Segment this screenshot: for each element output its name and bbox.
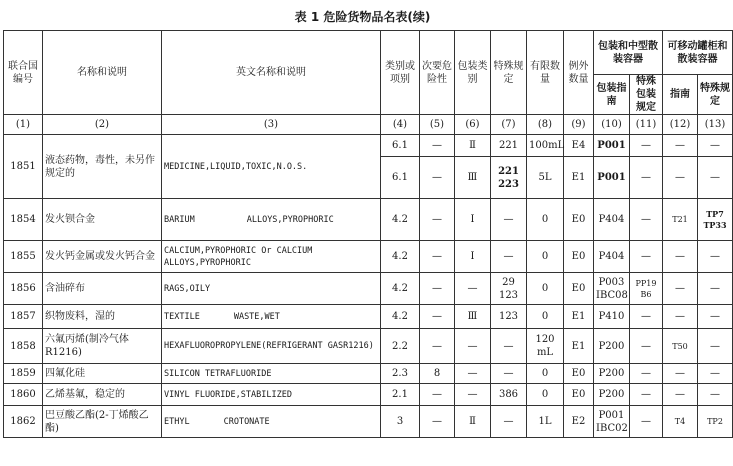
table-row [4, 406, 733, 438]
pack-special-cell: — [630, 305, 663, 329]
header-excepted: 例外数量 [564, 31, 594, 115]
excepted-cell: E2 [564, 406, 594, 438]
pack-instr-cell: P410 [594, 305, 630, 329]
class-cell: 4.2 [381, 305, 420, 329]
packing-group-cell: — [455, 364, 491, 384]
page-title: 表 1 危险货物品名表(续) [294, 10, 431, 24]
header-pack-instr: 包装指南 [594, 75, 630, 115]
header-name-cn: 名称和说明 [43, 31, 162, 115]
col-number: (10) [594, 115, 630, 135]
name-cn: 发火钙金属或发火钙合金 [43, 241, 162, 273]
pack-special-cell: — [630, 135, 663, 157]
pack-special-cell: — [630, 241, 663, 273]
subsidiary-cell: — [420, 273, 455, 305]
name-en: MEDICINE,LIQUID,TOXIC,N.O.S. [162, 135, 381, 199]
excepted-cell: E0 [564, 241, 594, 273]
pack-special-cell: — [630, 199, 663, 241]
name-cn: 四氟化硅 [43, 364, 162, 384]
class-cell: 2.1 [381, 384, 420, 406]
class-cell: 6.1 [381, 157, 420, 199]
special-cell [491, 273, 527, 305]
limited-cell: 0 [527, 273, 564, 305]
col-number: (2) [43, 115, 162, 135]
special-value: 223 [498, 178, 519, 190]
name-en-part: ALLOYS,PYROPHORIC [246, 214, 334, 225]
dangerous-goods-table [3, 30, 733, 438]
name-en [162, 406, 381, 438]
tank-instr-cell: — [663, 135, 698, 157]
name-cn: 乙烯基氟，稳定的 [43, 384, 162, 406]
table-row [4, 364, 733, 384]
special-value: 221 [498, 165, 519, 177]
subsidiary-cell: — [420, 135, 455, 157]
class-cell: 4.2 [381, 199, 420, 241]
packing-group-cell: — [455, 273, 491, 305]
pack-instr-cell: P001 [594, 135, 630, 157]
limited-cell: 1L [527, 406, 564, 438]
limited-cell: 100mL [527, 135, 564, 157]
name-en: RAGS,OILY [162, 273, 381, 305]
name-en-part: BARIUM [164, 214, 195, 225]
pack-instr-value: IBC08 [596, 289, 628, 301]
excepted-cell: E1 [564, 329, 594, 364]
table-row [4, 241, 733, 273]
tank-special-value: TP7 [706, 208, 724, 219]
tank-special-cell: — [698, 241, 733, 273]
pack-special-cell: — [630, 384, 663, 406]
name-en-part: ETHYL [164, 416, 190, 427]
pack-instr-value: P003 [598, 276, 625, 288]
subsidiary-cell: — [420, 329, 455, 364]
packing-group-cell: Ⅱ [455, 135, 491, 157]
name-en: SILICON TETRAFLUORIDE [162, 364, 381, 384]
tank-instr-cell: T50 [663, 329, 698, 364]
header-packing-group: 包装类别 [455, 31, 491, 115]
tank-special-cell: — [698, 384, 733, 406]
un-number: 1862 [4, 406, 43, 438]
pack-instr-cell: P200 [594, 329, 630, 364]
header-tank-special: 特殊规定 [698, 75, 733, 115]
table-row [4, 329, 733, 364]
tank-instr-cell: T4 [663, 406, 698, 438]
packing-group-cell: Ⅱ [455, 406, 491, 438]
un-number: 1859 [4, 364, 43, 384]
header-ibc-group: 包装和中型散装容器 [594, 31, 663, 75]
col-number: (8) [527, 115, 564, 135]
special-cell: — [491, 329, 527, 364]
un-number: 1856 [4, 273, 43, 305]
special-cell: — [491, 241, 527, 273]
tank-instr-cell: — [663, 157, 698, 199]
special-cell: — [491, 364, 527, 384]
pack-special-cell: — [630, 157, 663, 199]
tank-special-cell: — [698, 157, 733, 199]
tank-special-cell: — [698, 305, 733, 329]
header-name-en: 英文名称和说明 [162, 31, 381, 115]
limited-value: mL [536, 347, 554, 358]
excepted-cell: E0 [564, 199, 594, 241]
un-number: 1858 [4, 329, 43, 364]
table-row [4, 305, 733, 329]
excepted-cell: E0 [564, 273, 594, 305]
pack-special-cell [630, 273, 663, 305]
column-number-row [4, 115, 733, 135]
name-cn: 织物废料，湿的 [43, 305, 162, 329]
col-number: (7) [491, 115, 527, 135]
name-en: VINYL FLUORIDE,STABILIZED [162, 384, 381, 406]
excepted-cell: E1 [564, 305, 594, 329]
name-cn: 六氟丙烯(制冷气体R1216) [43, 329, 162, 364]
header-tank-group: 可移动罐柜和散装容器 [663, 31, 733, 75]
pack-instr-cell: P200 [594, 384, 630, 406]
packing-group-cell: Ⅲ [455, 305, 491, 329]
col-number: (9) [564, 115, 594, 135]
name-cn: 液态药物，毒性，未另作规定的 [43, 135, 162, 199]
subsidiary-cell: — [420, 199, 455, 241]
header-row-1 [4, 31, 733, 75]
table-row [4, 199, 733, 241]
packing-group-cell: — [455, 329, 491, 364]
tank-special-cell: — [698, 273, 733, 305]
tank-special-cell: TP2 [698, 406, 733, 438]
special-value: 29 [502, 276, 515, 288]
col-number: (11) [630, 115, 663, 135]
special-cell: 221 [491, 135, 527, 157]
pack-special-cell: — [630, 406, 663, 438]
tank-instr-cell: — [663, 384, 698, 406]
header-special: 特殊规定 [491, 31, 527, 115]
packing-group-cell: — [455, 384, 491, 406]
class-cell: 2.2 [381, 329, 420, 364]
table-row [4, 384, 733, 406]
limited-cell: 0 [527, 305, 564, 329]
special-value: 123 [498, 289, 519, 301]
pack-special-cell: — [630, 329, 663, 364]
header-limited: 有限数量 [527, 31, 564, 115]
table-row [4, 273, 733, 305]
pack-instr-cell: P001 [594, 157, 630, 199]
col-number: (1) [4, 115, 43, 135]
subsidiary-cell: — [420, 406, 455, 438]
limited-cell: 0 [527, 199, 564, 241]
excepted-cell: E0 [564, 384, 594, 406]
pack-instr-value: P001 [598, 409, 625, 421]
col-number: (5) [420, 115, 455, 135]
class-cell: 6.1 [381, 135, 420, 157]
un-number: 1860 [4, 384, 43, 406]
class-cell: 3 [381, 406, 420, 438]
pack-special-value: B6 [640, 289, 652, 299]
limited-value: 120 [535, 334, 555, 345]
special-cell: — [491, 406, 527, 438]
tank-instr-cell: — [663, 305, 698, 329]
header-pack-special: 特殊包装规定 [630, 75, 663, 115]
excepted-cell: E0 [564, 364, 594, 384]
col-number: (3) [162, 115, 381, 135]
tank-special-cell: — [698, 135, 733, 157]
subsidiary-cell: — [420, 157, 455, 199]
tank-instr-cell: — [663, 273, 698, 305]
class-cell: 4.2 [381, 273, 420, 305]
subsidiary-cell: — [420, 305, 455, 329]
excepted-cell: E1 [564, 157, 594, 199]
table-row [4, 135, 733, 157]
special-cell: 123 [491, 305, 527, 329]
pack-instr-value: IBC02 [596, 422, 628, 434]
packing-group-cell: Ⅰ [455, 199, 491, 241]
un-number: 1851 [4, 135, 43, 199]
header-tank-instr: 指南 [663, 75, 698, 115]
tank-instr-cell: T21 [663, 199, 698, 241]
packing-group-cell: Ⅲ [455, 157, 491, 199]
name-en-part: TEXTILE [164, 311, 200, 322]
tank-special-cell [698, 199, 733, 241]
tank-instr-cell: — [663, 364, 698, 384]
limited-cell: 5L [527, 157, 564, 199]
name-en [162, 305, 381, 329]
name-cn: 巴豆酸乙酯(2-丁烯酸乙酯) [43, 406, 162, 438]
class-cell: 2.3 [381, 364, 420, 384]
col-number: (13) [698, 115, 733, 135]
name-en-part: CROTONATE [223, 416, 270, 427]
limited-cell: 0 [527, 384, 564, 406]
pack-instr-cell: P200 [594, 364, 630, 384]
un-number: 1854 [4, 199, 43, 241]
header-class: 类别或项别 [381, 31, 420, 115]
special-cell: 386 [491, 384, 527, 406]
col-number: (6) [455, 115, 491, 135]
packing-group-cell: Ⅰ [455, 241, 491, 273]
tank-instr-cell: — [663, 241, 698, 273]
name-en-part: WASTE,WET [233, 311, 280, 322]
name-en: HEXAFLUOROPROPYLENE(REFRIGERANT GASR1216) [162, 329, 381, 364]
pack-special-value: PP19 [635, 278, 657, 288]
pack-special-cell: — [630, 364, 663, 384]
un-number: 1857 [4, 305, 43, 329]
subsidiary-cell: — [420, 241, 455, 273]
name-en: CALCIUM,PYROPHORIC Or CALCIUM ALLOYS,PYROPHORIC [162, 241, 381, 273]
limited-cell [527, 329, 564, 364]
limited-cell: 0 [527, 364, 564, 384]
subsidiary-cell: 8 [420, 364, 455, 384]
special-cell [491, 157, 527, 199]
name-en [162, 199, 381, 241]
header-un: 联合国编号 [4, 31, 43, 115]
header-subsidiary: 次要危险性 [420, 31, 455, 115]
tank-special-cell: — [698, 364, 733, 384]
name-cn: 发火钡合金 [43, 199, 162, 241]
limited-cell: 0 [527, 241, 564, 273]
col-number: (4) [381, 115, 420, 135]
pack-instr-cell: P404 [594, 199, 630, 241]
excepted-cell: E4 [564, 135, 594, 157]
name-cn: 含油碎布 [43, 273, 162, 305]
tank-special-cell: — [698, 329, 733, 364]
pack-instr-cell [594, 273, 630, 305]
special-cell: — [491, 199, 527, 241]
class-cell: 4.2 [381, 241, 420, 273]
un-number: 1855 [4, 241, 43, 273]
subsidiary-cell: — [420, 384, 455, 406]
pack-instr-cell [594, 406, 630, 438]
tank-special-value: TP33 [703, 219, 727, 230]
pack-instr-cell: P404 [594, 241, 630, 273]
col-number: (12) [663, 115, 698, 135]
